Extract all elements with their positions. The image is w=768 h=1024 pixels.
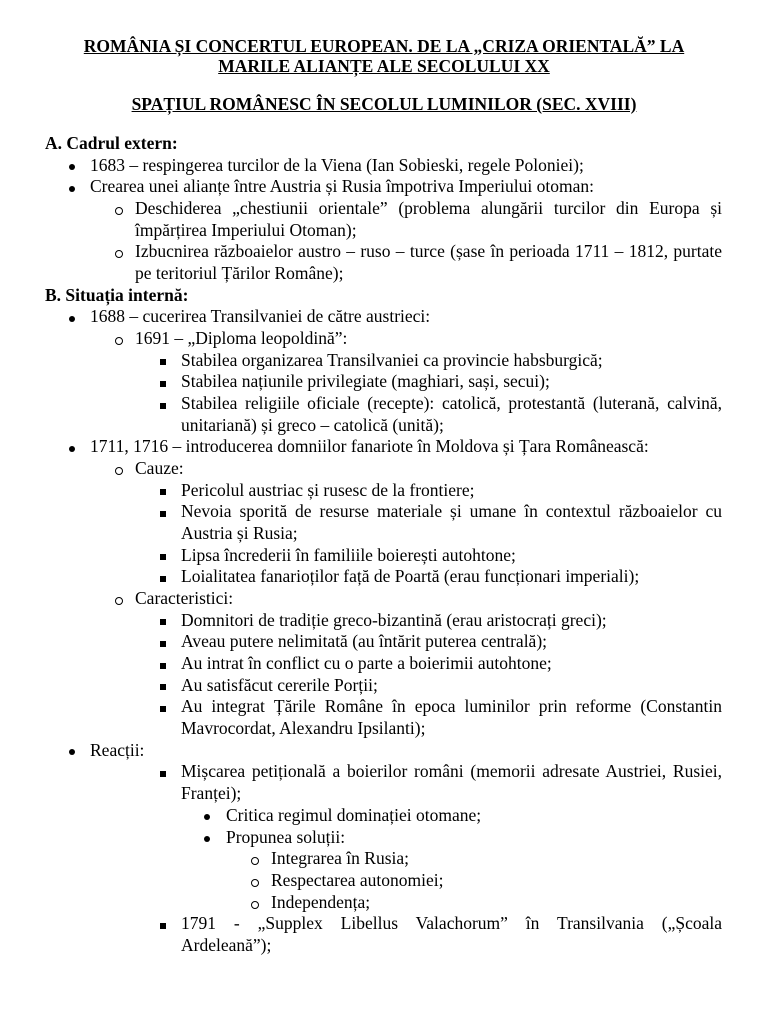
bullet-square-icon: [160, 771, 166, 777]
section-a-heading: A. Cadrul extern:: [45, 133, 178, 153]
item-text: Izbucnirea războaielor austro – ruso – turce (șase în perioada 1711 – 1812, purtate: [135, 241, 722, 262]
item-text: 1791 - „Supplex Libellus Valachorum” în Transilvania („Școala: [181, 913, 722, 934]
item-text: Reacții:: [90, 739, 145, 760]
list-item: [0, 870, 722, 892]
bullet-square-icon: [160, 923, 166, 929]
list-item: [0, 393, 722, 436]
list-item: [0, 545, 722, 567]
list-item: [0, 458, 722, 480]
list-item: [0, 848, 722, 870]
item-text-continued: Mavrocordat, Alexandru Ipsilanti);: [181, 718, 426, 739]
list-item: [0, 631, 722, 653]
item-text: Loialitatea fanarioților față de Poartă (erau funcționari imperiali);: [181, 566, 640, 587]
item-text: Stabilea națiunile privilegiate (maghiari, sași, secui);: [181, 371, 550, 392]
item-text-continued: pe teritoriul Țărilor Române);: [135, 263, 344, 284]
bullet-circle-icon: [115, 597, 123, 605]
list-item: [0, 198, 722, 241]
item-text: Crearea unei alianțe între Austria și Rusia împotriva Imperiului otoman:: [90, 176, 594, 197]
item-text: 1688 – cucerirea Transilvaniei de către austrieci:: [90, 306, 431, 327]
list-item: [0, 480, 722, 502]
item-text: Lipsa încrederii în familiile boierești autohtone;: [181, 544, 516, 565]
bullet-square-icon: [160, 684, 166, 690]
bullet-square-icon: [160, 403, 166, 409]
bullet-square-icon: [160, 641, 166, 647]
bullet-dot-icon: [69, 164, 75, 170]
list-item: [0, 306, 722, 328]
title-line-2: MARILE ALIANȚE ALE SECOLULUI XX: [218, 55, 550, 76]
list-item: [0, 588, 722, 610]
list-item: [0, 913, 722, 956]
list-item: [0, 805, 722, 827]
document-title: [0, 37, 768, 76]
list-item: [0, 371, 722, 393]
item-text: 1711, 1716 – introducerea domniilor fanariote în Moldova și Țara Românească:: [90, 436, 649, 457]
bullet-circle-icon: [115, 467, 123, 475]
bullet-circle-icon: [251, 857, 259, 865]
bullet-dot-icon: [69, 446, 75, 452]
item-text-continued: împărțirea Imperiului Otoman);: [135, 219, 357, 240]
list-item: [0, 761, 722, 804]
list-item: [0, 155, 722, 177]
bullet-square-icon: [160, 619, 166, 625]
item-text: Caracteristici:: [135, 588, 234, 609]
list-item: [0, 740, 722, 762]
item-text: Domnitori de tradiție greco-bizantină (erau aristocrați greci);: [181, 609, 607, 630]
bullet-square-icon: [160, 381, 166, 387]
bullet-square-icon: [160, 663, 166, 669]
item-text: Propunea soluții:: [226, 826, 346, 847]
list-item: [0, 892, 722, 914]
list-item: [0, 610, 722, 632]
list-item: [0, 350, 722, 372]
bullet-square-icon: [160, 359, 166, 365]
list-item: [0, 675, 722, 697]
item-text: Aveau putere nelimitată (au întărit puterea centrală);: [181, 631, 548, 652]
section-b-heading: B. Situația internă:: [45, 284, 189, 305]
item-text-continued: Franței);: [181, 783, 242, 804]
item-text: Critica regimul dominației otomane;: [226, 804, 482, 825]
list-item: [0, 827, 722, 849]
list-item: [0, 241, 722, 284]
list-item: [0, 566, 722, 588]
list-item: [0, 653, 722, 675]
bullet-square-icon: [160, 554, 166, 560]
list-item: [0, 436, 722, 458]
bullet-circle-icon: [251, 901, 259, 909]
bullet-dot-icon: [69, 749, 75, 755]
bullet-square-icon: [160, 706, 166, 712]
document-body: [0, 133, 768, 957]
list-item: [0, 501, 722, 544]
item-text: Au integrat Țările Române în epoca luminilor prin reforme (Constantin: [181, 696, 722, 717]
bullet-dot-icon: [204, 814, 210, 820]
list-item: [0, 696, 722, 739]
item-text: Au satisfăcut cererile Porții;: [181, 674, 378, 695]
bullet-dot-icon: [204, 836, 210, 842]
item-text: 1691 – „Diploma leopoldină”:: [135, 328, 348, 349]
bullet-circle-icon: [115, 207, 123, 215]
bullet-square-icon: [160, 576, 166, 582]
bullet-square-icon: [160, 489, 166, 495]
item-text: Deschiderea „chestiunii orientale” (problema alungării turcilor din Europa și: [135, 198, 722, 219]
item-text: 1683 – respingerea turcilor de la Viena (Ian Sobieski, regele Poloniei);: [90, 154, 584, 175]
item-text: Stabilea organizarea Transilvaniei ca provincie habsburgică;: [181, 349, 603, 370]
bullet-square-icon: [160, 511, 166, 517]
title-line-1: ROMÂNIA ȘI CONCERTUL EUROPEAN. DE LA „CRIZA ORIENTALĂ” LA: [83, 36, 685, 56]
item-text: Au intrat în conflict cu o parte a boierimii autohtone;: [181, 653, 552, 674]
bullet-dot-icon: [69, 186, 75, 192]
item-text: Pericolul austriac și rusesc de la frontiere;: [181, 479, 475, 500]
item-text-continued: unitariană) și greco – catolică (unită);: [181, 414, 444, 435]
item-text: Respectarea autonomiei;: [271, 869, 444, 890]
bullet-circle-icon: [115, 337, 123, 345]
item-text: Independența;: [271, 891, 371, 912]
document-subtitle: SPAȚIUL ROMÂNESC ÎN SECOLUL LUMINILOR (SEC. XVIII): [131, 94, 637, 114]
item-text: Stabilea religiile oficiale (recepte): catolică, protestantă (luterană, calvină,: [181, 393, 722, 414]
item-text: Cauze:: [135, 458, 184, 479]
item-text-continued: Austria și Rusia;: [181, 523, 298, 544]
bullet-dot-icon: [69, 316, 75, 322]
list-item: [0, 176, 722, 198]
item-text: Nevoia sporită de resurse materiale și umane în contextul războaielor cu: [181, 501, 722, 522]
list-item: [0, 328, 722, 350]
bullet-circle-icon: [115, 250, 123, 258]
bullet-circle-icon: [251, 879, 259, 887]
item-text: Mișcarea petițională a boierilor români (memorii adresate Austriei, Rusiei,: [181, 761, 722, 782]
item-text-continued: Ardeleană”);: [181, 934, 272, 955]
item-text: Integrarea în Rusia;: [271, 848, 410, 869]
